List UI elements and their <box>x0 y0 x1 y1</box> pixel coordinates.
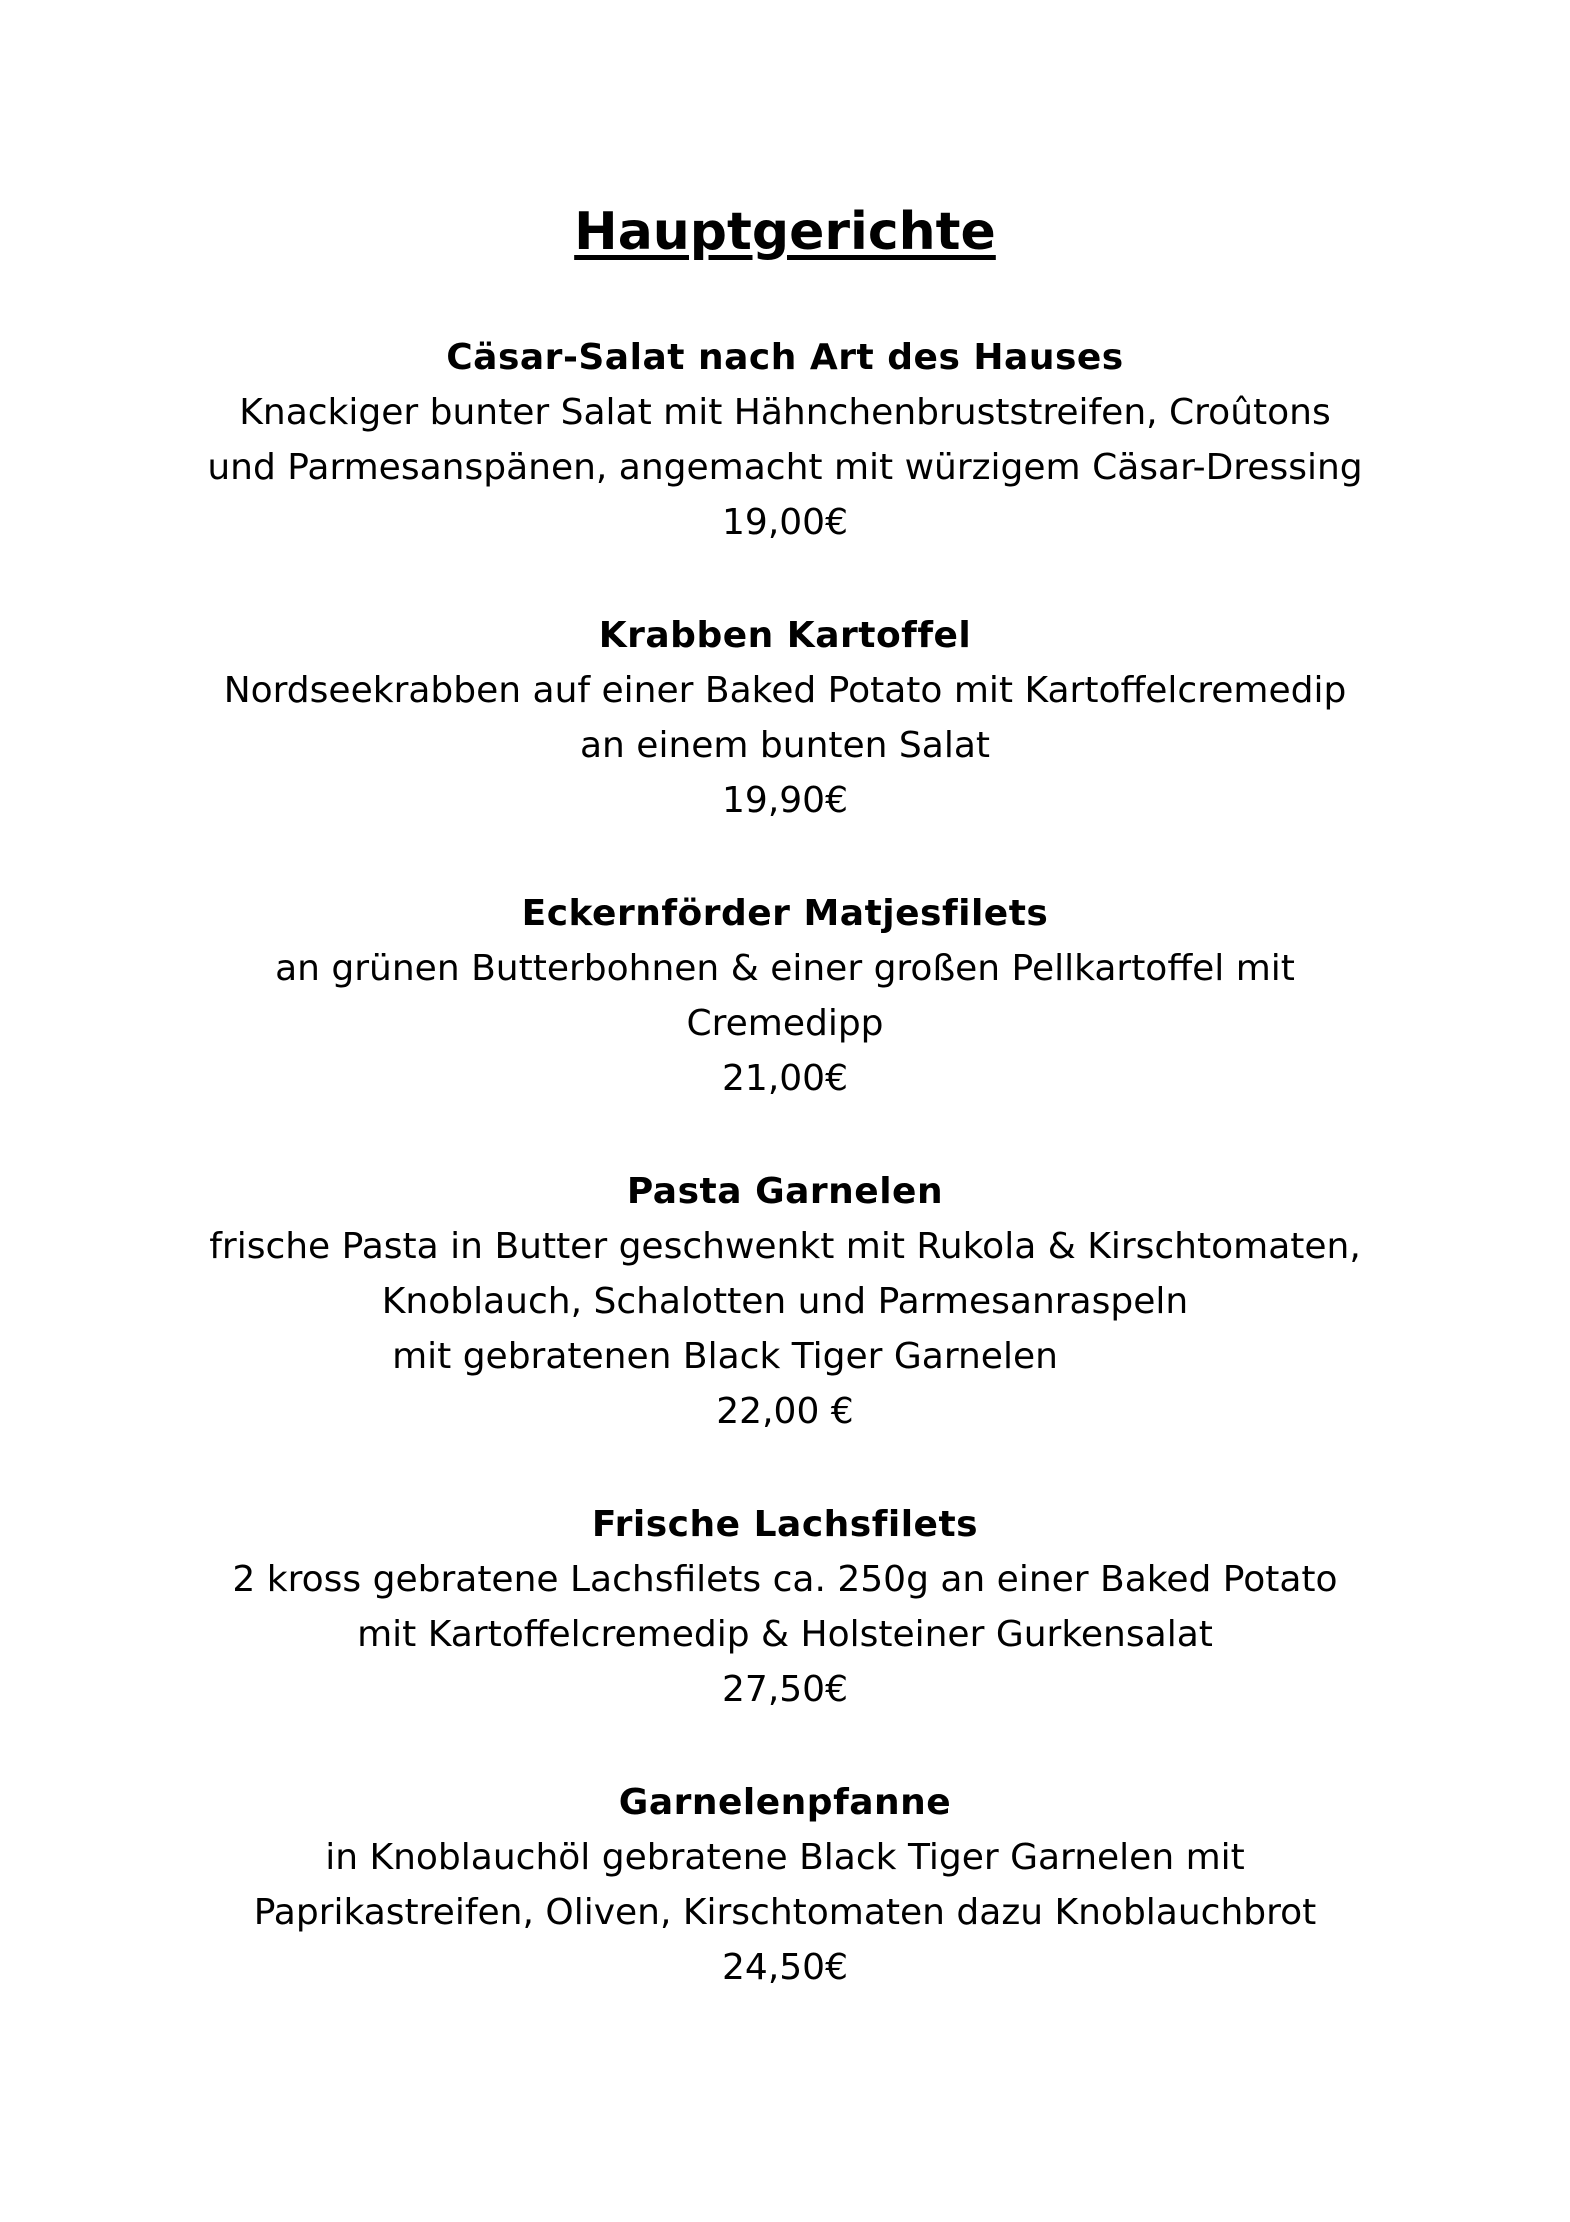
dish-description-line: Cremedipp <box>686 1003 884 1044</box>
dish-description-line: an einem bunten Salat <box>579 725 991 766</box>
dish-price: 21,00€ <box>722 1058 848 1099</box>
page-title: Hauptgerichte <box>574 202 996 262</box>
dish-price: 19,90€ <box>722 780 848 821</box>
dish-krabben-kartoffel <box>120 608 1450 828</box>
dish-name: Garnelenpfanne <box>618 1782 952 1823</box>
dish-price: 22,00 € <box>716 1391 854 1432</box>
dish-description-line: Knackiger bunter Salat mit Hähnchenbruststreifen, Croûtons <box>239 392 1331 433</box>
dish-garnelenpfanne <box>120 1775 1450 1995</box>
dish-matjesfilets <box>120 886 1450 1106</box>
dish-name: Eckernförder Matjesfilets <box>521 893 1049 934</box>
dish-description-line: Nordseekrabben auf einer Baked Potato mit Kartoffelcremedip <box>223 670 1347 711</box>
dish-name: Krabben Kartoffel <box>598 615 972 656</box>
dish-lachsfilets <box>120 1497 1450 1717</box>
dish-description-line: an grünen Butterbohnen & einer großen Pellkartoffel mit <box>275 948 1295 989</box>
dish-description-line: frische Pasta in Butter geschwenkt mit Rukola & Kirschtomaten, <box>209 1226 1361 1267</box>
dish-name: Cäsar-Salat nach Art des Hauses <box>446 337 1124 378</box>
dish-price: 19,00€ <box>722 502 848 543</box>
dish-name: Pasta Garnelen <box>626 1171 944 1212</box>
dish-description-line: in Knoblauchöl gebratene Black Tiger Garnelen mit <box>325 1837 1245 1878</box>
dish-pasta-garnelen <box>120 1164 1450 1439</box>
dish-description-line: mit Kartoffelcremedip & Holsteiner Gurkensalat <box>357 1614 1213 1655</box>
dish-caesar-salad <box>120 330 1450 550</box>
dish-description-line: und Parmesanspänen, angemacht mit würzigem Cäsar-Dressing <box>207 447 1363 488</box>
dish-description-line: 2 kross gebratene Lachsfilets ca. 250g an einer Baked Potato <box>232 1559 1338 1600</box>
dish-description-line: Paprikastreifen, Oliven, Kirschtomaten dazu Knoblauchbrot <box>253 1892 1317 1933</box>
dish-description-line: Knoblauch, Schalotten und Parmesanraspeln <box>381 1281 1189 1322</box>
dish-description-line: mit gebratenen Black Tiger Garnelen <box>392 1336 1058 1377</box>
dish-price: 24,50€ <box>722 1947 848 1988</box>
dish-price: 27,50€ <box>722 1669 848 1710</box>
dish-name: Frische Lachsfilets <box>591 1504 979 1545</box>
